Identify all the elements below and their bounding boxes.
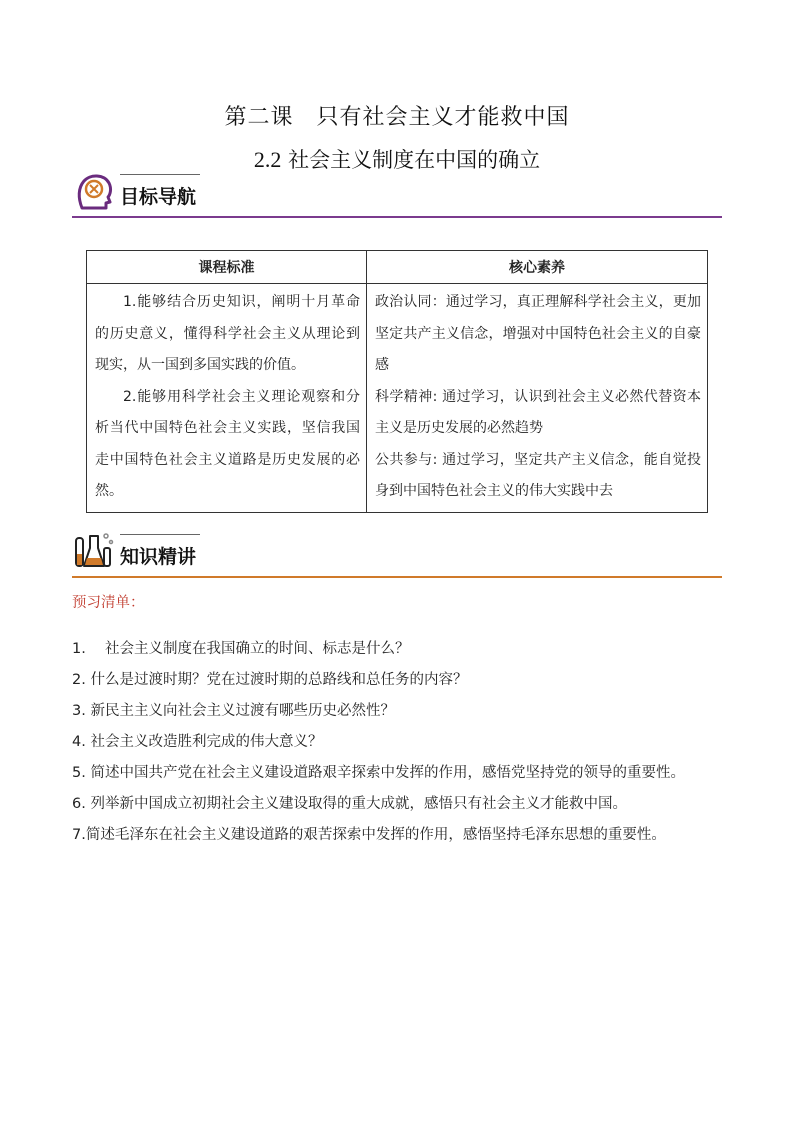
list-item: 3. 新民主主义向社会主义过渡有哪些历史必然性？ — [72, 703, 395, 719]
col-header-standards: 课程标准 — [87, 251, 367, 284]
lab-flask-icon — [72, 528, 116, 572]
standard-item: 1.能够结合历史知识，阐明十月革命的历史意义，懂得科学社会主义从理论到现实，从一国到多国实践的价值。 — [95, 294, 360, 373]
list-item: 2. 什么是过渡时期？党在过渡时期的总路线和总任务的内容？ — [72, 672, 468, 688]
standard-item: 2.能够用科学社会主义理论观察和分析当代中国特色社会主义实践，坚信我国走中国特色社会主义道路是历史发展的必然。 — [95, 388, 360, 499]
competencies-cell — [367, 284, 708, 513]
knowledge-header — [72, 528, 722, 578]
competency-item: 科学精神: 通过学习，认识到社会主义必然代替资本主义是历史发展的必然趋势 — [375, 388, 701, 436]
section-title-knowledge: 知识精讲 — [120, 546, 197, 568]
list-item: 6. 列举新中国成立初期社会主义建设取得的重大成就，感悟只有社会主义才能救中国。 — [72, 796, 627, 812]
subtitle-text: 社会主义制度在中国的确立 — [288, 148, 541, 172]
list-item: 5. 简述中国共产党在社会主义建设道路艰辛探索中发挥的作用，感悟党坚持党的领导的重要性。 — [72, 765, 685, 781]
section-divider — [72, 216, 722, 218]
standards-cell — [87, 284, 367, 513]
list-item: 1. 社会主义制度在我国确立的时间、标志是什么？ — [72, 641, 410, 657]
list-item: 4. 社会主义改造胜利完成的伟大意义？ — [72, 734, 323, 750]
standards-table — [86, 250, 708, 513]
header-top-rule — [120, 534, 200, 535]
head-brain-icon — [72, 168, 116, 212]
preview-list — [72, 588, 726, 851]
col-header-competencies: 核心素养 — [367, 251, 708, 284]
table-row — [87, 284, 708, 513]
header-top-rule — [120, 174, 200, 175]
list-item: 7.简述毛泽东在社会主义建设道路的艰苦探索中发挥的作用，感悟坚持毛泽东思想的重要性。 — [72, 827, 666, 843]
competency-item: 政治认同：通过学习，真正理解科学社会主义，更加坚定共产主义信念，增强对中国特色社会主义的自豪感 — [375, 294, 701, 373]
section-divider — [72, 576, 722, 578]
goal-navigation-header — [72, 168, 722, 218]
preview-heading: 预习清单： — [72, 595, 145, 611]
table-header-row — [87, 251, 708, 284]
section-title-goal: 目标导航 — [120, 186, 197, 208]
subtitle-number: 2.2 — [253, 147, 282, 172]
competency-item: 公共参与: 通过学习，坚定共产主义信念，能自觉投身到中国特色社会主义的伟大实践中去 — [375, 451, 701, 499]
lesson-title: 第二课 只有社会主义才能救中国 — [224, 105, 570, 130]
